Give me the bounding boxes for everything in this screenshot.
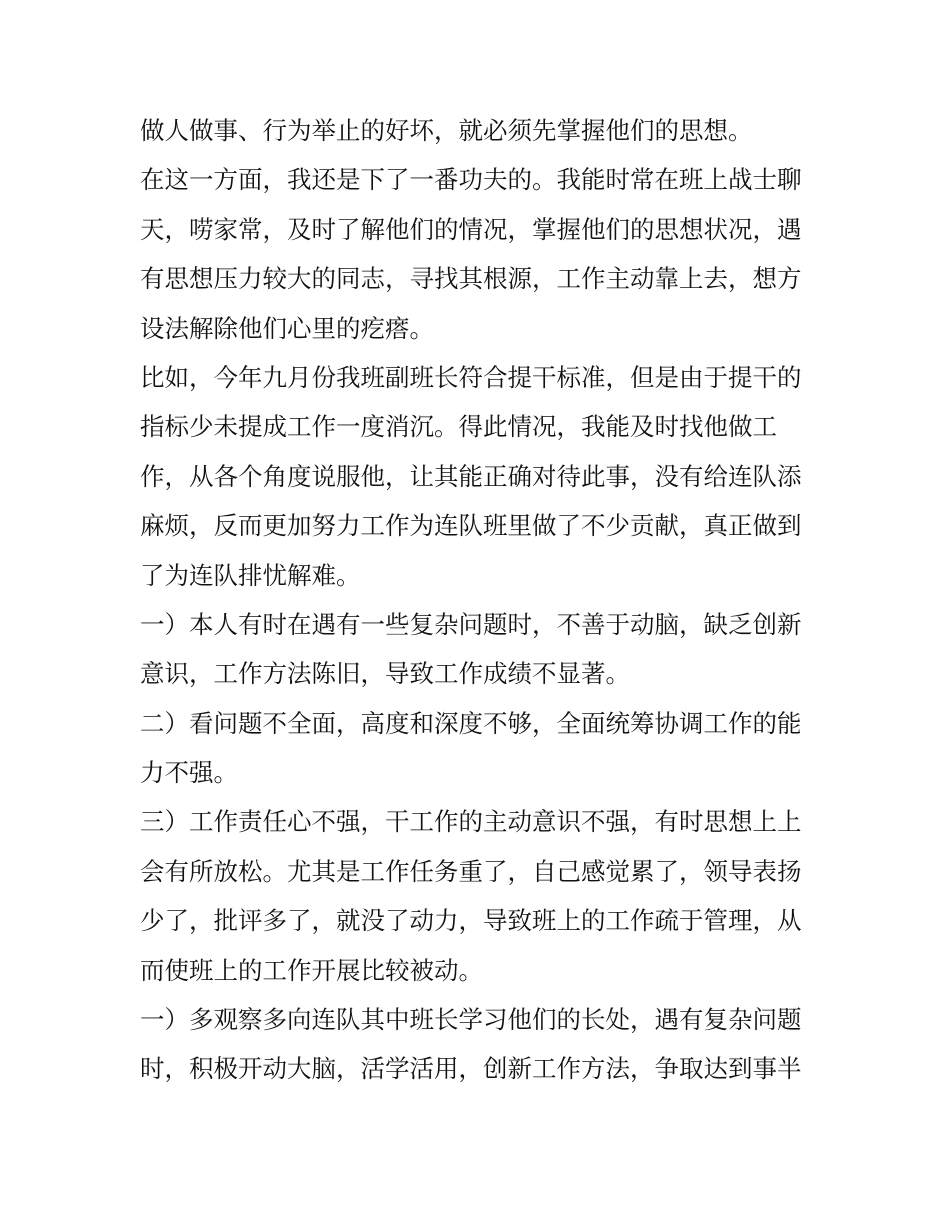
text-line: 意识，工作方法陈旧，导致工作成绩不显著。 <box>140 659 630 689</box>
text-line: 二）看问题不全面，高度和深度不够，全面统筹协调工作的能 <box>140 708 802 738</box>
text-line: 三）工作责任心不强，干工作的主动意识不强，有时思想上上 <box>140 807 802 837</box>
text-line: 做人做事、行为举止的好坏，就必须先掌握他们的思想。 <box>140 116 753 145</box>
text-line: 作，从各个角度说服他，让其能正确对待此事，没有给连队添 <box>140 461 802 491</box>
text-line: 天，唠家常，及时了解他们的情况，掌握他们的思想状况，遇 <box>140 214 802 244</box>
text-line: 时，积极开动大脑，活学活用，创新工作方法，争取达到事半 <box>140 1054 802 1084</box>
text-line: 而使班上的工作开展比较被动。 <box>140 955 483 985</box>
text-line: 麻烦，反而更加努力工作为连队班里做了不少贡献，真正做到 <box>140 511 802 541</box>
text-line: 比如，今年九月份我班副班长符合提干标准，但是由于提干的 <box>140 362 802 392</box>
text-line: 指标少未提成工作一度消沉。得此情况，我能及时找他做工 <box>140 412 777 442</box>
text-line: 在这一方面，我还是下了一番功夫的。我能时常在班上战士聊 <box>140 165 802 195</box>
text-line: 了为连队排忧解难。 <box>140 560 361 590</box>
text-line: 有思想压力较大的同志，寻找其根源，工作主动靠上去，想方 <box>140 264 802 294</box>
text-line: 一）本人有时在遇有一些复杂问题时，不善于动脑，缺乏创新 <box>140 609 802 639</box>
text-line: 少了，批评多了，就没了动力，导致班上的工作疏于管理，从 <box>140 906 802 936</box>
text-line: 设法解除他们心里的疙瘩。 <box>140 313 434 343</box>
text-line: 力不强。 <box>140 758 238 788</box>
text-line: 会有所放松。尤其是工作任务重了，自己感觉累了，领导表扬 <box>140 856 802 886</box>
text-line: 一）多观察多向连队其中班长学习他们的长处，遇有复杂问题 <box>140 1005 802 1035</box>
document-body <box>140 106 820 1094</box>
